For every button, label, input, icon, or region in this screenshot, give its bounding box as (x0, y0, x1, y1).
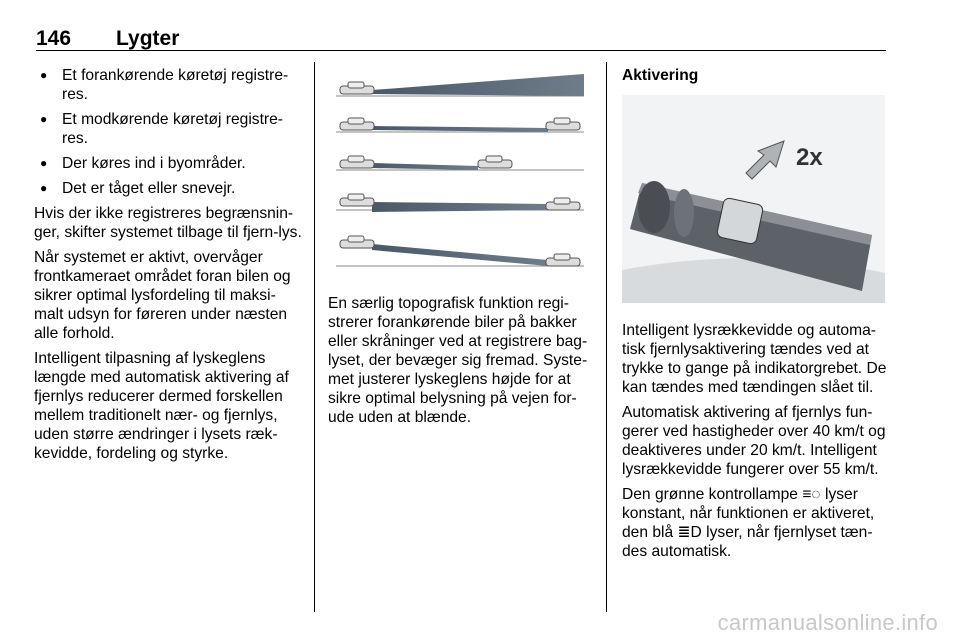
car-icon (546, 198, 580, 210)
column-divider-left (314, 62, 315, 612)
car-icon (340, 156, 374, 168)
paragraph: Den grønne kontrollampe ≡◌ lyser konstant, når funktionen er aktiveret, den blå ≣D lyser, når fjernlyset tæn-des automatisk. (622, 486, 875, 560)
list-item: ● Et modkørende køretøj registre-res. (34, 110, 302, 148)
car-icon (340, 118, 374, 130)
condition-list (34, 66, 302, 198)
car-icon (340, 194, 374, 206)
section-heading: Aktivering (622, 67, 699, 84)
left-column (34, 66, 302, 469)
paragraph: Automatisk aktivering af fjernlys fun-gerer ved hastigheder over 40 km/t og deaktiveres under 20 km/t. Intelligent lysrækkevidde fungerer over 55 km/t. (622, 404, 886, 478)
page-header (36, 28, 886, 51)
list-item: ● Der køres ind i byområder. (34, 154, 302, 173)
paragraph: Når systemet er aktivt, overvåger frontkameraet området foran bilen og sikrer optimal lysfordeling til maksi-malt udsyn for føreren under næsten alle forhold. (34, 249, 291, 342)
beam-row-3 (336, 156, 584, 170)
watermark: carmanualsonline.info (717, 610, 938, 635)
car-icon (546, 118, 580, 130)
beam-row-2 (336, 118, 584, 132)
list-item: ● Det er tåget eller snevejr. (34, 179, 302, 198)
headlight-range-illustration (328, 62, 590, 278)
page-title: Lygter (116, 27, 180, 50)
beam-row-5 (336, 236, 584, 266)
car-icon (340, 82, 374, 94)
right-column-heading (622, 66, 888, 91)
indicator-stalk-illustration (622, 95, 885, 303)
paragraph: Hvis der ikke registreres begrænsnin-ger, skifter systemet tilbage til fjern-lys. (34, 205, 302, 241)
car-icon (340, 236, 374, 248)
paragraph: Intelligent lysrækkevidde og automa-tisk fjernlysaktivering tændes ved at trykke to gange på indikatorgrebet. De kan tændes med tændingen slået til. (622, 322, 887, 396)
beam-row-4 (336, 194, 584, 212)
middle-column (328, 294, 594, 433)
right-column (622, 321, 890, 567)
car-icon (546, 254, 580, 266)
paragraph: Intelligent tilpasning af lyskeglens længde med automatisk aktivering af fjernlys reducerer dermed forskellen mellem traditionelt nær- og fjernlys, uden større ændringer i lysets ræk-kevidde, fordeling og styrke. (34, 350, 289, 462)
page-number: 146 (36, 27, 72, 50)
list-item: ● Et forankørende køretøj registre-res. (34, 66, 302, 104)
column-divider-right (606, 62, 607, 612)
illustration-caption: En særlig topografisk funktion regi-strerer forankørende biler på bakker eller skråninger ved at registrere bag-lyset, der bevæger sig fremad. Syste-met justerer lyskeglens højde for at sikre optimal belysning på vejen for-ude uden at blænde. (328, 295, 588, 426)
car-icon (478, 156, 512, 168)
press-twice-label: 2x (796, 144, 823, 171)
beam-row-1 (336, 74, 584, 96)
